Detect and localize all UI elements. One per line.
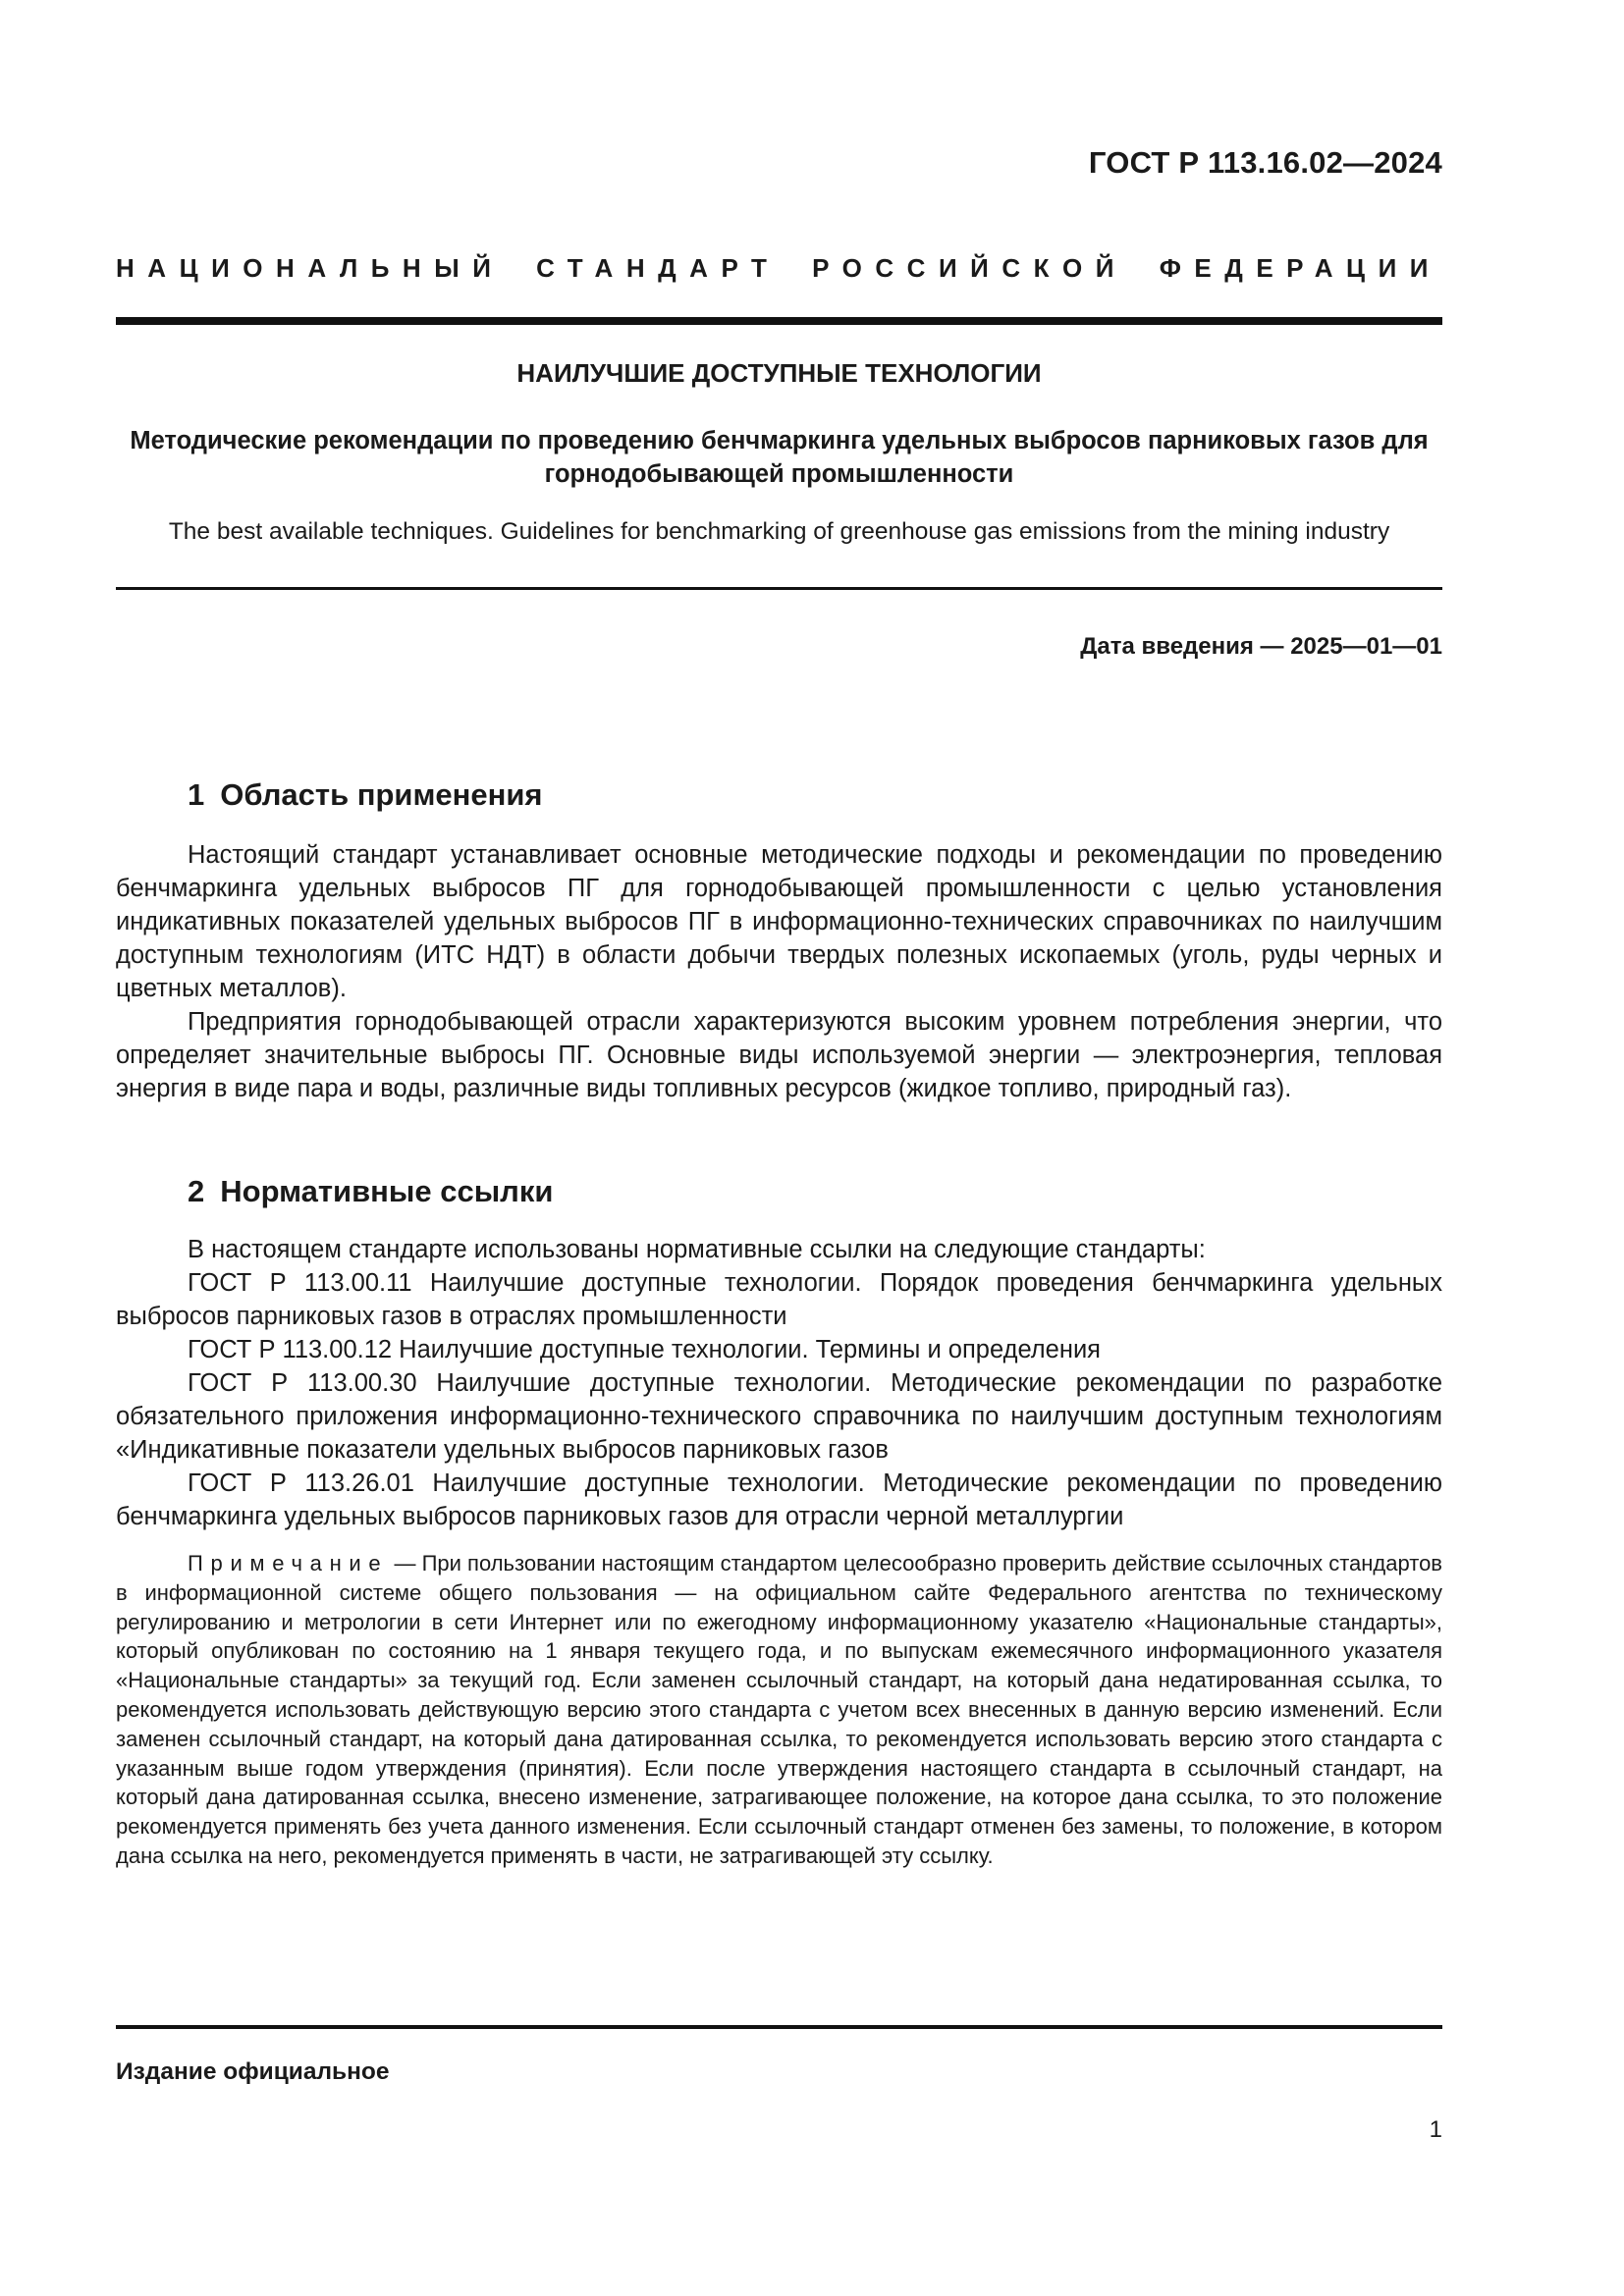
document-subtitle: Методические рекомендации по проведению бенчмаркинга удельных выбросов парниковых газов для горнодобывающей промышленности bbox=[130, 427, 1429, 488]
page-number: 1 bbox=[1429, 2116, 1442, 2143]
document-title: НАИЛУЧШИЕ ДОСТУПНЫЕ ТЕХНОЛОГИИ bbox=[516, 358, 1042, 388]
national-standard-banner: НАЦИОНАЛЬНЫЙ СТАНДАРТ РОССИЙСКОЙ ФЕДЕРАЦИИ bbox=[116, 253, 1441, 283]
header-rule bbox=[116, 317, 1442, 325]
footer-rule bbox=[116, 2025, 1442, 2029]
reference-item: ГОСТ Р 113.00.11 Наилучшие доступные технологии. Порядок проведения бенчмаркинга удельных выбросов парниковых газов в отраслях промышленности bbox=[116, 1269, 1442, 1330]
section-1-heading bbox=[188, 777, 543, 813]
note-text: — При пользовании настоящим стандартом целесообразно проверить действие ссылочных стандартов в информационной системе общего пользования — на официальном сайте Федерального агентства по техническому регулированию и метрологии в сети Интернет или по ежегодному информационному указателю «Национальные стандарты», который опубликован по состоянию на 1 января текущего года, и по выпускам ежемесячного информационного указателя «Национальные стандарты» за текущий год. Если заменен ссылочный стандарт, на который дана недатированная ссылка, то рекомендуется использовать действующую версию этого стандарта с учетом всех внесенных в данную версию изменений. Если заменен ссылочный стандарт, на который дана датированная ссылка, то рекомендуется использовать версию этого стандарта с указанным выше годом утверждения (принятия). Если после утверждения настоящего стандарта в ссылочный стандарт, на который дана датированная ссылка, внесено изменение, затрагивающее положение, на которое дана ссылка, то это положение рекомендуется применять без учета данного изменения. Если ссылочный стандарт отменен без замены, то положение, в котором дана ссылка на него, рекомендуется применять в части, не затрагивающей эту ссылку. bbox=[116, 1551, 1442, 1868]
section-1-paragraph: Предприятия горнодобывающей отрасли характеризуются высоким уровнем потребления энергии, что определяет значительные выбросы ПГ. Основные виды используемой энергии — электроэнергия, тепловая энергия в виде пара и воды, различные виды топливных ресурсов (жидкое топливо, природный газ). bbox=[116, 1008, 1442, 1102]
title-rule bbox=[116, 587, 1442, 590]
reference-item: ГОСТ Р 113.26.01 Наилучшие доступные технологии. Методические рекомендации по проведению бенчмаркинга удельных выбросов парниковых газов для отрасли черной металлургии bbox=[116, 1469, 1442, 1530]
section-1-number: 1 bbox=[188, 777, 205, 812]
section-2-title: Нормативные ссылки bbox=[220, 1174, 554, 1208]
note-label: Примечание bbox=[188, 1551, 389, 1575]
section-2-intro: В настоящем стандарте использованы нормативные ссылки на следующие стандарты: bbox=[188, 1236, 1206, 1263]
section-1-title: Область применения bbox=[220, 777, 543, 812]
standard-number: ГОСТ Р 113.16.02—2024 bbox=[1088, 145, 1442, 180]
official-edition-label: Издание официальное bbox=[116, 2058, 390, 2085]
section-1-paragraph: Настоящий стандарт устанавливает основные методические подходы и рекомендации по проведению бенчмаркинга удельных выбросов ПГ для горнодобывающей промышленности с целью установления индикативных показателей удельных выбросов ПГ в информационно-технических справочниках по наилучшим доступным технологиям (ИТС НДТ) в области добычи твердых полезных ископаемых (уголь, руды черных и цветных металлов). bbox=[116, 841, 1442, 1002]
reference-item: ГОСТ Р 113.00.30 Наилучшие доступные технологии. Методические рекомендации по разработке обязательного приложения информационно-технического справочника по наилучшим доступным технологиям «Индикативные показатели удельных выбросов парниковых газов bbox=[116, 1369, 1442, 1464]
section-2-heading bbox=[188, 1174, 553, 1209]
reference-note bbox=[116, 1549, 1442, 1871]
english-title: The best available techniques. Guidelines for benchmarking of greenhouse gas emissions from the mining industry bbox=[168, 518, 1390, 545]
date-introduced: Дата введения — 2025—01—01 bbox=[1080, 633, 1442, 660]
reference-item: ГОСТ Р 113.00.12 Наилучшие доступные технологии. Термины и определения bbox=[188, 1336, 1101, 1363]
section-2-number: 2 bbox=[188, 1174, 205, 1208]
